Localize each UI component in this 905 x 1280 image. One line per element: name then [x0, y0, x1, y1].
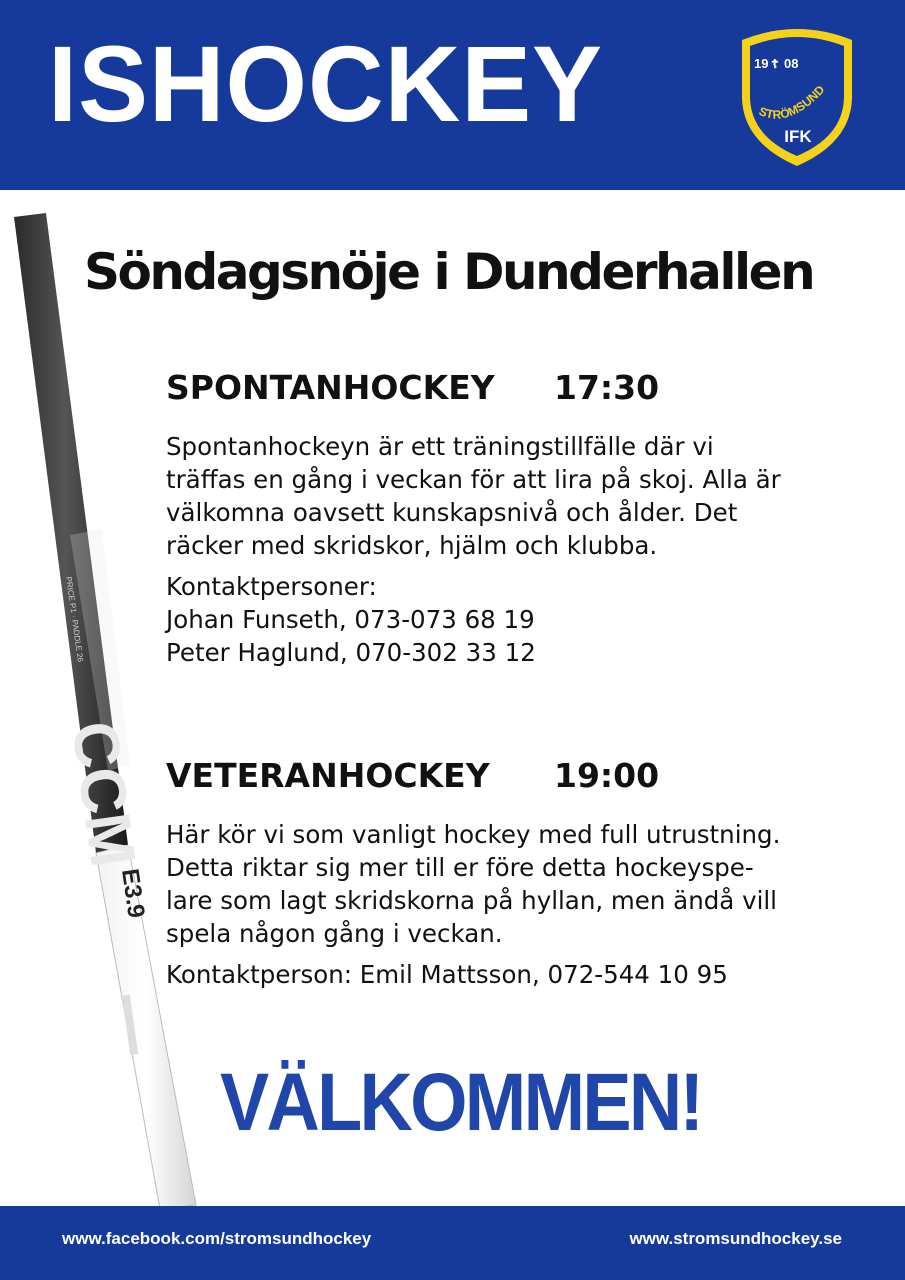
- contact-line: Peter Haglund, 070-302 33 12: [166, 638, 536, 667]
- stick-model: E3.9: [116, 867, 150, 920]
- section-contacts-spontanhockey: [166, 570, 856, 669]
- logo-year-right: 08: [784, 56, 799, 71]
- stick-fine-print: PRICE P1 · PADDLE 26: [64, 576, 85, 663]
- contact-line: Kontaktperson: Emil Mattsson, 072-544 10 95: [166, 960, 728, 989]
- section-time: 19:00: [554, 756, 660, 795]
- description-line: lare som lagt skridskorna på hyllan, men ändå vill: [166, 886, 777, 915]
- top-banner: [0, 0, 905, 190]
- description-line: Här kör vi som vanligt hockey med full utrustning.: [166, 820, 781, 849]
- logo-club-name: STRÖMSUND: [756, 82, 828, 122]
- section-description-spontanhockey: [166, 430, 856, 562]
- section-time: 17:30: [554, 368, 660, 407]
- description-line: träffas en gång i veckan för att lira på skoj. Alla är: [166, 465, 781, 494]
- website-link[interactable]: www.stromsundhockey.se: [629, 1229, 842, 1248]
- contact-line: Johan Funseth, 073-073 68 19: [166, 605, 535, 634]
- welcome-text: VÄLKOMMEN!: [220, 1057, 702, 1148]
- section-heading-spontanhockey: [166, 363, 846, 413]
- section-description-veteranhockey: [166, 818, 856, 950]
- logo-cross-icon: ☦: [771, 57, 779, 71]
- section-contacts-veteranhockey: [166, 958, 856, 991]
- banner-title: ISHOCKEY: [48, 23, 603, 144]
- hockey-stick-illustration: [10, 205, 200, 1210]
- description-line: Spontanhockeyn är ett träningstillfälle där vi: [166, 432, 714, 461]
- description-line: spela någon gång i veckan.: [166, 919, 503, 948]
- logo-club-abbr: IFK: [784, 127, 812, 146]
- headline: Söndagsnöje i Dunderhallen: [84, 243, 814, 301]
- logo-year-left: 19: [754, 56, 769, 71]
- description-line: välkomna oavsett kunskapsnivå och ålder. Det: [166, 498, 738, 527]
- section-title: VETERANHOCKEY: [166, 756, 490, 795]
- bottom-banner: [0, 1206, 905, 1280]
- description-line: Detta riktar sig mer till er före detta hockeyspe-: [166, 853, 754, 882]
- section-heading-veteranhockey: [166, 751, 846, 801]
- description-line: räcker med skridskor, hjälm och klubba.: [166, 531, 658, 560]
- contact-line: Kontaktpersoner:: [166, 572, 377, 601]
- section-title: SPONTANHOCKEY: [166, 368, 495, 407]
- stick-brand: CCM: [58, 716, 150, 872]
- facebook-link[interactable]: www.facebook.com/stromsundhockey: [62, 1229, 372, 1248]
- club-logo: [736, 24, 858, 170]
